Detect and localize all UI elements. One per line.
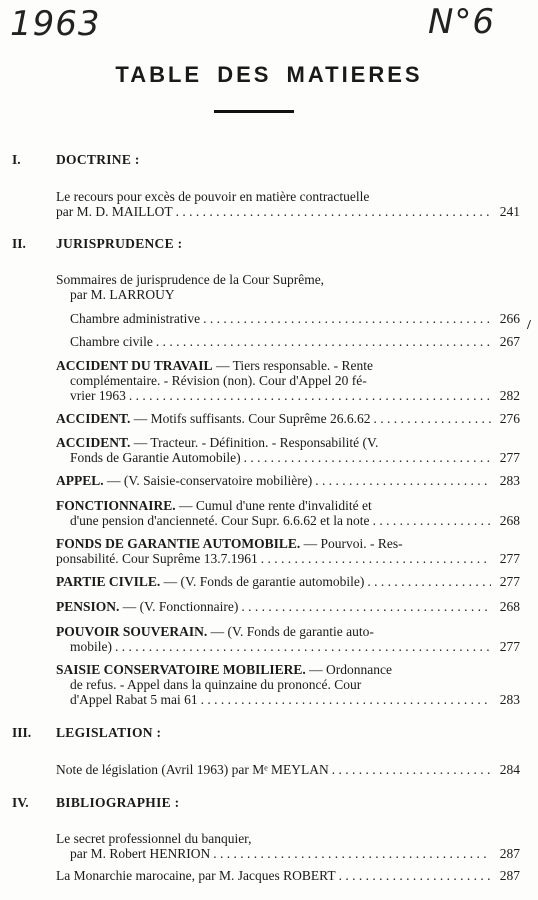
page-number: 268 (499, 599, 520, 614)
toc-entry (70, 311, 520, 326)
entry-line: Le secret professionnel du banquier, (56, 831, 252, 846)
toc-entry (56, 762, 520, 777)
margin-mark: / (527, 318, 531, 333)
entry-keyword: ACCIDENT. (56, 435, 131, 450)
toc-entry (56, 574, 520, 589)
entry-line: d'une pension d'ancienneté. Cour Supr. 6.6.62 et la note (70, 513, 370, 528)
page-number: 276 (499, 411, 520, 426)
toc-entry (56, 498, 520, 528)
entry-keyword: APPEL. (56, 473, 104, 488)
page-number: 241 (499, 204, 520, 219)
section-number: I. (12, 152, 21, 167)
section-heading: BIBLIOGRAPHIE : (56, 795, 180, 810)
entry-keyword: FONCTIONNAIRE. (56, 498, 176, 513)
entry-line: — Motifs suffisants. Cour Suprême 26.6.62 (133, 411, 371, 426)
entry-line: par M. LARROUY (70, 287, 175, 302)
entry-line: — (V. Fonds de garantie auto- (210, 624, 374, 639)
entry-keyword: ACCIDENT DU TRAVAIL (56, 358, 213, 373)
toc-entry (56, 536, 520, 566)
entry-line: vrier 1963 (70, 388, 126, 403)
entry-line: — Tiers responsable. - Rente (215, 358, 374, 373)
section-heading: LEGISLATION : (56, 725, 162, 740)
page-number: 267 (499, 334, 520, 349)
entry-line: de refus. - Appel dans la quinzaine du prononcé. Cour (70, 677, 362, 692)
entry-line: par M. Robert HENRION (70, 846, 211, 861)
entry-line: Chambre administrative (70, 311, 201, 326)
entry-line: — (V. Fonds de garantie automobile) (163, 574, 365, 589)
toc-entry (56, 624, 520, 654)
entry-line: — Ordonnance (309, 662, 392, 677)
entry-line: — (V. Fonctionnaire) (122, 599, 239, 614)
page-number: 277 (499, 450, 520, 465)
section-heading: DOCTRINE : (56, 152, 140, 167)
entry-line: mobile) (70, 639, 112, 654)
entry-line: par M. D. MAILLOT (56, 204, 173, 219)
page-number: 283 (499, 692, 520, 707)
page-number: 277 (499, 551, 520, 566)
page-number: 287 (499, 868, 520, 883)
entry-line: — Pourvoi. - Res- (303, 536, 403, 551)
toc-entry (70, 334, 520, 349)
toc-entry (56, 831, 520, 861)
toc-entry (56, 435, 520, 465)
handwritten-year: 1963 (10, 4, 101, 44)
toc-entry (56, 868, 520, 883)
page-number: 268 (499, 513, 520, 528)
section-heading: JURISPRUDENCE : (56, 236, 183, 251)
entry-line: complémentaire. - Révision (non). Cour d'Appel 20 fé- (70, 373, 367, 388)
page-number: 283 (499, 473, 520, 488)
toc-entry (56, 189, 520, 219)
page-number: 266 (499, 311, 520, 326)
entry-line: — Cumul d'une rente d'invalidité et (179, 498, 372, 513)
entry-keyword: FONDS DE GARANTIE AUTOMOBILE. (56, 536, 301, 551)
handwritten-issue-number: N°6 (428, 2, 496, 42)
entry-line: La Monarchie marocaine, par M. Jacques ROBERT (56, 868, 336, 883)
entry-keyword: ACCIDENT. (56, 411, 131, 426)
section-number: II. (12, 236, 26, 251)
entry-line: d'Appel Rabat 5 mai 61 (70, 692, 198, 707)
entry-line: Chambre civile (70, 334, 153, 349)
page-number: 282 (499, 388, 520, 403)
toc-entry (56, 411, 520, 426)
entry-line: — (V. Saisie-conservatoire mobilière) (107, 473, 313, 488)
toc-entry (56, 662, 520, 707)
entry-line: Note de législation (Avril 1963) par Mᵉ MEYLAN (56, 762, 329, 777)
entry-line: Sommaires de jurisprudence de la Cour Suprême, (56, 272, 325, 287)
toc-entry (56, 358, 520, 403)
entry-keyword: POUVOIR SOUVERAIN. (56, 624, 208, 639)
toc-entry (56, 272, 520, 302)
page-number: 277 (499, 574, 520, 589)
section-number: III. (12, 725, 32, 740)
entry-keyword: SAISIE CONSERVATOIRE MOBILIERE. (56, 662, 306, 677)
page-number: 287 (499, 846, 520, 861)
page-number: 284 (499, 762, 520, 777)
toc-entry (56, 473, 520, 488)
page-title: TABLE DES MATIERES (115, 62, 423, 87)
entry-keyword: PENSION. (56, 599, 120, 614)
entry-line: ponsabilité. Cour Suprême 13.7.1961 (56, 551, 258, 566)
page-number: 277 (499, 639, 520, 654)
title-rule (214, 110, 294, 113)
toc-entry (56, 599, 520, 614)
entry-line: — Tracteur. - Définition. - Responsabilité (V. (133, 435, 379, 450)
entry-keyword: PARTIE CIVILE. (56, 574, 161, 589)
entry-line: Le recours pour excès de pouvoir en matière contractuelle (56, 189, 370, 204)
section-number: IV. (12, 795, 29, 810)
entry-line: Fonds de Garantie Automobile) (70, 450, 241, 465)
